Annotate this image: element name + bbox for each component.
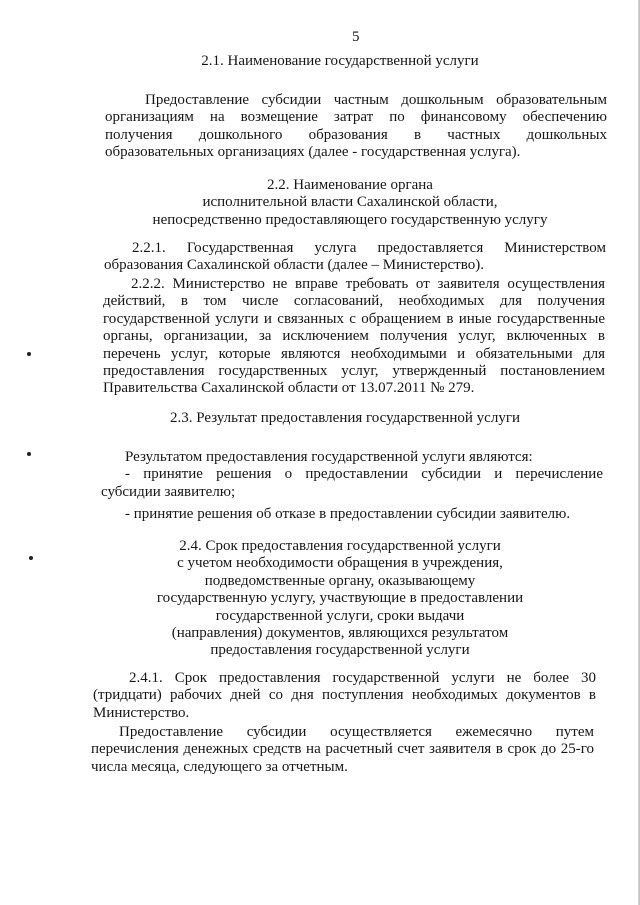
heading-line: 2.4. Срок предоставления государственной услуги [179, 538, 501, 554]
section-2-1-heading: 2.1. Наименование государственной услуги [201, 53, 479, 69]
text-line: образовательных организациях (далее - государственная услуга). [105, 144, 521, 161]
section-2-3-heading: 2.3. Результат предоставления государственной услуги [169, 410, 520, 426]
scan-speck [27, 352, 31, 356]
section-2-3-list [101, 449, 603, 524]
section-2-1-paragraph [105, 92, 607, 162]
text-line: (тридцати) рабочих дней со дня поступления необходимых документов в [93, 687, 596, 704]
text-line: органы, организации, за исключением получения услуг, включенных в [103, 328, 605, 345]
section-2-2-1-paragraph [104, 240, 606, 275]
scan-speck [27, 452, 31, 456]
heading-line: непосредственно предоставляющего государственную услугу [152, 211, 548, 228]
text-line: организациям на возмещение затрат по финансовому обеспечению [105, 109, 607, 126]
list-item: - принятие решения об отказе в предоставлении субсидии заявителю. [125, 506, 571, 523]
text-line: перечень услуг, которые являются необходимыми и обязательными для [103, 345, 605, 362]
text-line: перечисления денежных средств на расчетный счет заявителя в срок до 25-го [91, 741, 594, 758]
section-2-4-heading [130, 538, 550, 660]
heading-line: предоставления государственной услуги [210, 642, 470, 659]
scan-speck [29, 556, 33, 560]
text-line: 2.2.2. Министерство не вправе требовать от заявителя осуществления [131, 276, 605, 292]
section-2-4-2-paragraph [91, 724, 594, 776]
text-line: числа месяца, следующего за отчетным. [91, 758, 348, 775]
page-number: 5 [352, 29, 360, 45]
text-line: Результатом предоставления государственной услуги являются: [125, 449, 533, 465]
text-line: государственной услуги и связанных с обращением в иные государственные [103, 310, 605, 327]
text-line: 2.4.1. Срок предоставления государственной услуги не более 30 [129, 670, 596, 686]
section-2-2-2-paragraph [103, 276, 605, 398]
list-item: - принятие решения о предоставлении субсидии и перечисление [125, 466, 603, 483]
heading-line: с учетом необходимости обращения в учреждения, [177, 555, 503, 572]
text-line: образования Сахалинской области (далее – Министерство). [104, 257, 484, 274]
section-2-4-1-paragraph [93, 670, 596, 722]
heading-line: государственную услугу, участвующие в предоставлении [156, 590, 524, 607]
text-line: получения дошкольного образования в частных дошкольных [105, 126, 607, 143]
text-line: Правительства Сахалинской области от 13.07.2011 № 279. [103, 380, 475, 397]
section-2-2-heading [140, 177, 560, 229]
text-line: Предоставление субсидии частным дошкольным образовательным [145, 92, 607, 108]
heading-line: подведомственные органу, оказывающему [204, 572, 476, 589]
text-line: Предоставление субсидии осуществляется ежемесячно путем [119, 724, 594, 740]
text-line: действий, в том числе согласований, необходимых для получения [103, 293, 605, 310]
list-item-continuation: субсидии заявителю; [101, 483, 236, 500]
heading-line: 2.2. Наименование органа [267, 177, 433, 193]
heading-line: государственной услуги, сроки выдачи [215, 607, 465, 624]
text-line: предоставления государственных услуг, утвержденный постановлением [103, 363, 605, 380]
heading-line: (направления) документов, являющихся результатом [171, 625, 509, 642]
text-line: Министерство. [93, 704, 190, 721]
heading-line: исполнительной власти Сахалинской области, [202, 194, 498, 211]
text-line: 2.2.1. Государственная услуга предоставляется Министерством [132, 240, 606, 256]
